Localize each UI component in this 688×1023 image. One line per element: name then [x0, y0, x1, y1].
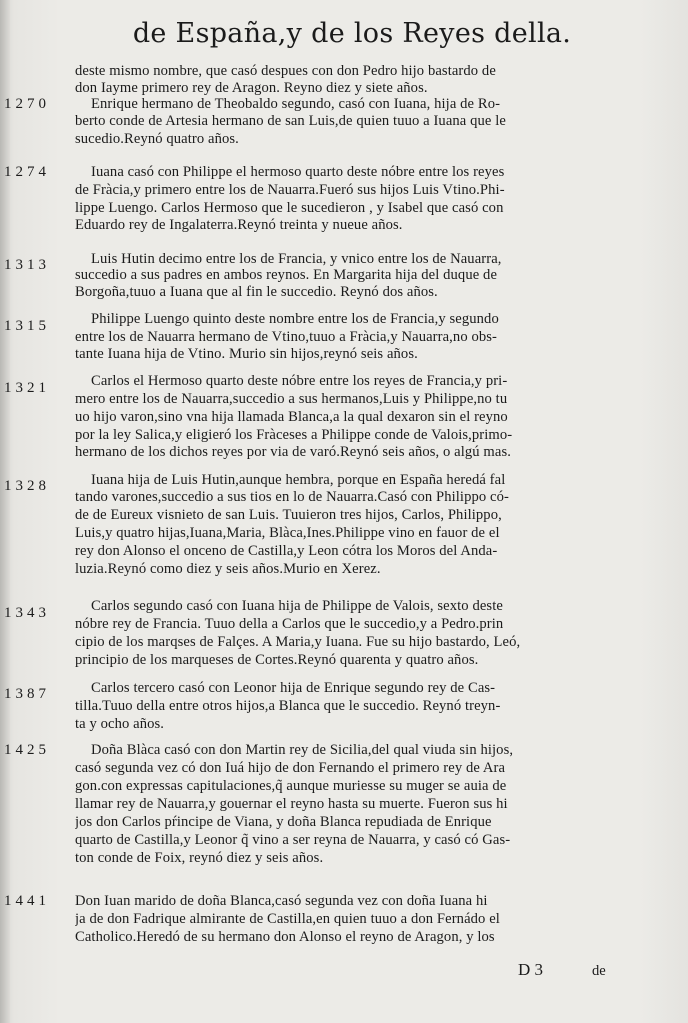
text-line: sucedio.Reynó quatro años. [75, 131, 239, 147]
text-line: deste mismo nombre, que casó despues con don Pedro hijo bastardo de [75, 63, 496, 79]
text-line: quarto de Castilla,y Leonor q̃ vino a ser reyna de Nauarra, y casó có Gas- [75, 832, 511, 848]
text-line: cipio de los marqses de Falçes. A Maria,y Iuana. Fue su hijo bastardo, Leó, [75, 634, 521, 650]
text-line: Iuana casó con Philippe el hermoso quarto deste nóbre entre los reyes [91, 164, 505, 180]
text-line: rey don Alonso el onceno de Castilla,y Leon cótra los Moros del Anda- [75, 543, 498, 559]
text-line: Borgoña,tuuo a Iuana que al fin le succedio. Reynó dos años. [75, 284, 438, 300]
text-line: hermano de los dichos reyes por via de varó.Reynó seis años, o algú mas. [75, 444, 511, 460]
margin-year: 1270 [4, 96, 50, 112]
text-line: Catholico.Heredó de su hermano don Alonso el reyno de Aragon, y los [75, 929, 495, 945]
text-line: ta y ocho años. [75, 716, 165, 732]
text-line: Eduardo rey de Ingalaterra.Reynó treinta y nueue años. [75, 217, 403, 233]
text-line: Luis,y quatro hijas,Iuana,Maria, Blàca,Ines.Philippe vino en fauor de el [75, 525, 500, 541]
text-line: Don Iuan marido de doña Blanca,casó segunda vez con doña Iuana hi [75, 893, 488, 909]
text-line: lippe Luengo. Carlos Hermoso que le sucedieron , y Isabel que casó con [75, 200, 504, 216]
text-line: succedio a sus padres en ambos reynos. En Margarita hija del duque de [75, 267, 498, 283]
text-line: Enrique hermano de Theobaldo segundo, casó con Iuana, hija de Ro- [91, 96, 501, 112]
text-line: tante Iuana hija de Vtino. Murio sin hijos,reynó seis años. [75, 346, 418, 362]
text-line: tando varones,succedio a sus tios en lo de Nauarra.Casó con Philippo có- [75, 489, 509, 505]
text-line: Doña Blàca casó con don Martin rey de Sicilia,del qual viuda sin hijos, [91, 742, 514, 758]
text-line: gon.con expressas capitulaciones,q̃ aunque muriesse su muger se auia de [75, 778, 507, 794]
margin-year: 1328 [4, 478, 50, 494]
running-header [0, 18, 688, 49]
text-line: mero entre los de Nauarra,succedio a sus hermanos,Luis y Philippe,no tu [75, 391, 508, 407]
text-line: Carlos tercero casó con Leonor hija de Enrique segundo rey de Cas- [91, 680, 496, 696]
text-line: tilla.Tuuo della entre otros hijos,a Blanca que le succedio. Reynó treyn- [75, 698, 501, 714]
text-line: de Fràcia,y primero entre los de Nauarra.Fueró sus hijos Luis Vtino.Phi- [75, 182, 505, 198]
text-line: berto conde de Artesia hermano de san Luis,de quien tuuo a Iuana que le [75, 113, 506, 129]
text-line: jos don Carlos pŕincipe de Viana, y doña Blanca repudiada de Enrique [75, 814, 492, 830]
text-line: ja de don Fadrique almirante de Castilla,en quien tuuo a don Fernádo el [75, 911, 500, 927]
margin-year: 1313 [4, 257, 50, 273]
margin-year: 1425 [4, 742, 50, 758]
text-line: don Iayme primero rey de Aragon. Reyno diez y siete años. [75, 80, 428, 96]
text-line: principio de los marqueses de Cortes.Reynó quarenta y quatro años. [75, 652, 479, 668]
text-line: entre los de Nauarra hermano de Vtino,tuuo a Fràcia,y Nauarra,no obs- [75, 329, 497, 345]
margin-year: 1315 [4, 318, 50, 334]
text-line: Luis Hutin decimo entre los de Francia, y vnico entre los de Nauarra, [91, 251, 502, 267]
margin-year: 1441 [4, 893, 50, 909]
text-line: casó segunda vez có don Iuá hijo de don Fernando el primero rey de Ara [75, 760, 506, 776]
margin-year: 1343 [4, 605, 50, 621]
text-line: Iuana hija de Luis Hutin,aunque hembra, porque en España heredá fal [91, 472, 506, 488]
text-line: Carlos segundo casó con Iuana hija de Philippe de Valois, sexto deste [91, 598, 503, 614]
margin-year: 1274 [4, 164, 50, 180]
text-line: ton conde de Foix, reynó diez y seis años. [75, 850, 324, 866]
text-line: uo hijo varon,sino vna hija llamada Blanca,a la qual dexaron sin el reyno [75, 409, 508, 425]
text-line: llamar rey de Nauarra,y gouernar el reyno hasta su muerte. Fueron sus hi [75, 796, 508, 812]
margin-year: 1321 [4, 380, 50, 396]
gutter-shadow [0, 0, 10, 1023]
margin-year: 1387 [4, 686, 50, 702]
catchword: de [592, 963, 606, 979]
text-line: de de Eureux visnieto de san Luis. Tuuieron tres hijos, Carlos, Philippo, [75, 507, 502, 523]
text-line: Carlos el Hermoso quarto deste nóbre entre los reyes de Francia,y pri- [91, 373, 508, 389]
text-line: por la ley Salica,y eligieró los Fràceses a Philippe conde de Valois,primo- [75, 427, 513, 443]
text-line: nóbre rey de Francia. Tuuo della a Carlos que le succedio,y a Pedro.prin [75, 616, 504, 632]
running-title: de España,y de los Reyes della. [132, 18, 572, 49]
text-line: luzia.Reynó como diez y seis años.Murio en Xerez. [75, 561, 381, 577]
text-line: Philippe Luengo quinto deste nombre entre los de Francia,y segundo [91, 311, 499, 327]
signature-mark: D 3 [518, 960, 544, 979]
